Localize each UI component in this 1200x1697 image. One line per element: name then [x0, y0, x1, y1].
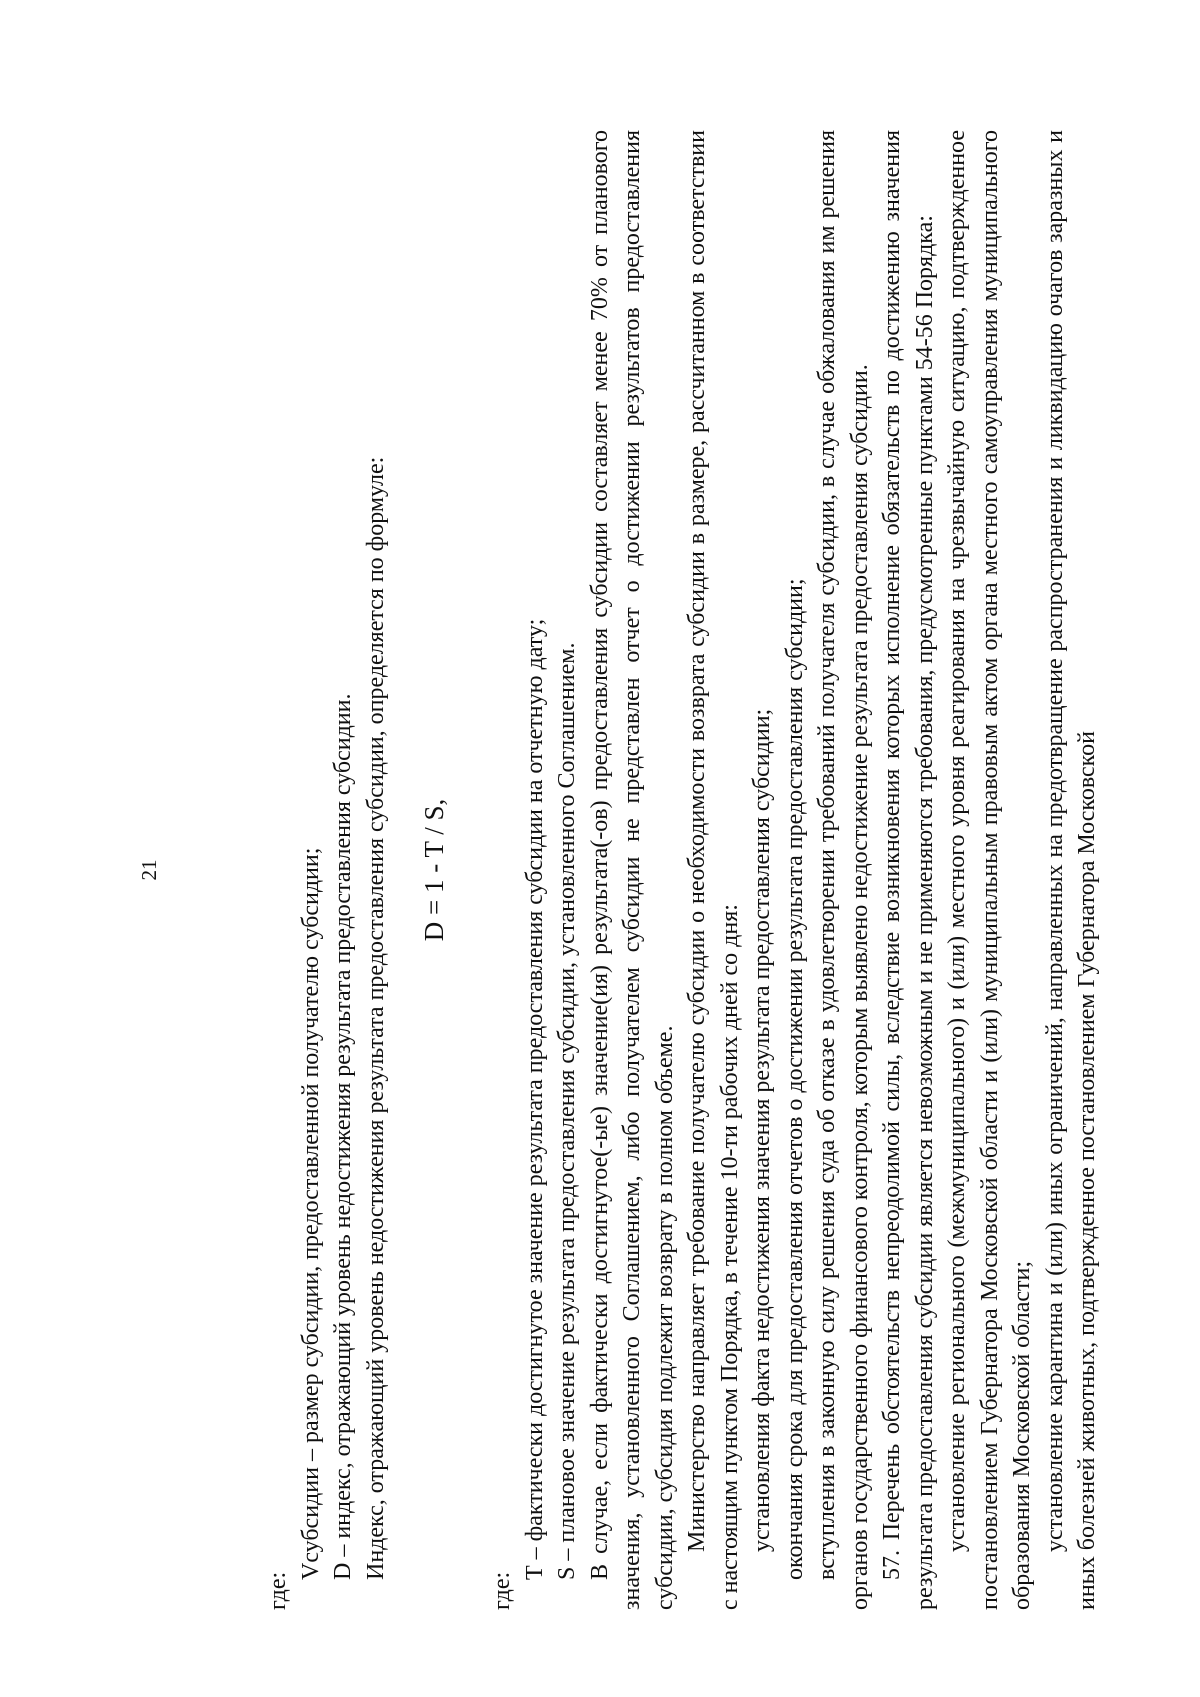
list-item-fact-not-achieved: установления факта недостижения значения результата предоставления субсидии; — [749, 708, 775, 1552]
paragraph-ministry-demand: Министерство направляет требование получателю субсидии о необходимости возврата субсидии в размере, рассчитанном в соответствии с настоящим пунктом Порядка, в течение 10-ти рабочих дней со дня: — [684, 130, 743, 1610]
formula: D = 1 - T / S, — [419, 798, 449, 942]
list-item-emergency-response: установление регионального (межмуниципального) и (или) местного уровня реагирования на чрезвычайную ситуацию, подтвержденное постановлением Губернатора Московской области и (или) муниципальным правовым актом органа местного самоуправления муниципального образования Московской области; — [944, 130, 1035, 1610]
definitions-block-1 — [262, 130, 392, 1610]
definition-d-index: D – индекс, отражающий уровень недостижения результата предоставления субсидии. — [330, 693, 356, 1580]
where-label-2: где: — [489, 1571, 515, 1610]
definition-v-subsidy: Vсубсидии – размер субсидии, предоставленной получателю субсидии; — [297, 847, 324, 1580]
list-item-court-decision: вступления в законную силу решения суда об отказе в удовлетворении требований получателя субсидии, в случае обжалования им решения органов государственного финансового контроля, которым выявлено недостижение результата предоставления субсидии. — [814, 130, 873, 1610]
list-item-quarantine: установление карантина и (или) иных ограничений, направленных на предотвращение распространения и ликвидацию очагов заразных и иных болезней животных, подтвержденное постановлением Губернатора Московской — [1041, 130, 1100, 1610]
definition-s: S – плановое значение результата предоставления субсидии, установленного Соглашением. — [554, 642, 580, 1580]
definitions-block-2 — [486, 130, 1104, 1610]
paragraph-full-return: В случае, если фактически достигнутое(-ые) значение(ия) результата(-ов) предоставления субсидии составляет менее 70% от планового значения, установленного Соглашением, либо получателем субсидии не представлен отчет о достижении результатов предоставления субсидии, субсидия подлежит возврату в полном объеме. — [586, 130, 678, 1610]
rotated-page — [137, 130, 1170, 1610]
where-label-1: где: — [265, 1571, 291, 1610]
definition-t: Т – фактически достигнутое значение результата предоставления субсидии на отчетную дату; — [521, 618, 548, 1580]
paragraph-57-force-majeure: 57. Перечень обстоятельств непреодолимой силы, вследствие возникновения которых исполнение обязательств по достижению значения результата предоставления субсидии является невозможным и не применяются требования, предусмотренные пунктами 54-56 Порядка: — [879, 130, 938, 1610]
list-item-report-deadline: окончания срока для предоставления отчетов о достижении результата предоставления субсидии; — [781, 578, 808, 1580]
page-number: 21 — [137, 859, 161, 881]
index-formula-intro: Индекс, отражающий уровень недостижения результата предоставления субсидии, определяется по формуле: — [362, 456, 389, 1580]
